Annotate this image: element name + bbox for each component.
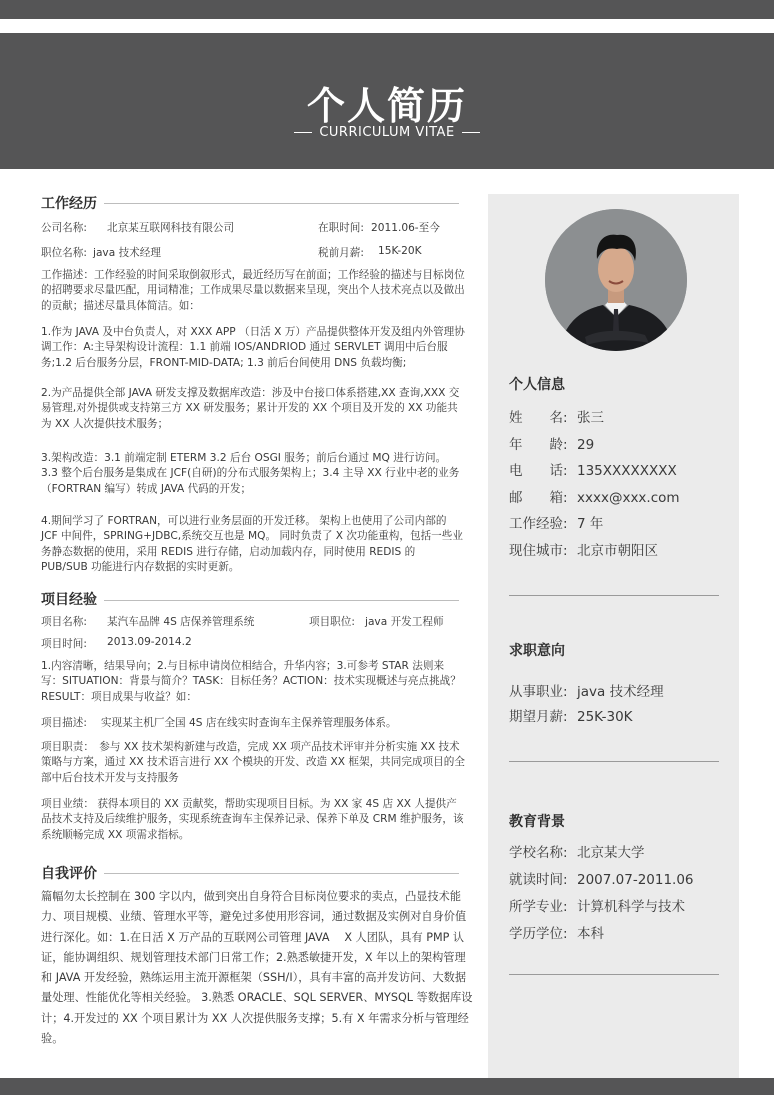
info-experience-value: 7 年 bbox=[577, 516, 604, 532]
intent-salary bbox=[509, 705, 633, 725]
info-name-value: 张三 bbox=[577, 410, 604, 426]
self-heading: 自我评价 bbox=[41, 866, 97, 882]
edu-school-label: 学校名称: bbox=[509, 845, 568, 861]
info-experience-label: 工作经验: bbox=[509, 516, 568, 532]
company-value: 北京某互联网科技有限公司 bbox=[107, 222, 235, 234]
info-age-label: 年 龄: bbox=[509, 437, 568, 453]
edu-school bbox=[509, 841, 645, 861]
edu-major bbox=[509, 895, 685, 915]
edu-major-value: 计算机科学与技术 bbox=[577, 899, 685, 915]
intent-job bbox=[509, 680, 664, 700]
project-result: 项目业绩： 获得本项目的 XX 贡献奖，帮助实现项目目标。为 XX 家 4S 店 XX 人提供产品技术支持及后续维护服务，实现系统查询车主保养记录、保养下单及 CRM 维护服务，该系统顺畅完成 XX 项需求指标。 bbox=[41, 798, 464, 841]
position-label: 职位名称: bbox=[41, 247, 87, 259]
info-age-value: 29 bbox=[577, 437, 595, 453]
edu-heading: 教育背景 bbox=[509, 814, 565, 830]
intent-job-label: 从事职业: bbox=[509, 684, 568, 700]
project-description: 项目描述: 实现某主机厂全国 4S 店在线实时查询车主保养管理服务体系。 bbox=[41, 717, 397, 729]
period-label: 在职时间: bbox=[318, 222, 364, 234]
project-heading: 项目经验 bbox=[41, 592, 97, 608]
edu-divider bbox=[509, 974, 719, 975]
project-time-value: 2013.09-2014.2 bbox=[107, 636, 192, 648]
edu-degree-value: 本科 bbox=[577, 926, 604, 942]
project-role-label: 项目职位: bbox=[309, 616, 355, 628]
project-duty: 项目职责： 参与 XX 技术架构新建与改造，完成 XX 项产品技术评审并分析实施 XX 技术策略与方案，通过 XX 技术语言进行 XX 个模块的开发、改造 XX 框架，共同完成项目的全部中后台技术开发与支持服务 bbox=[41, 741, 465, 784]
work-divider bbox=[104, 203, 459, 204]
bottom-bar bbox=[0, 1078, 774, 1095]
info-name bbox=[509, 406, 604, 426]
edu-degree-label: 学历学位: bbox=[509, 926, 568, 942]
info-divider bbox=[509, 595, 719, 596]
top-bar bbox=[0, 0, 774, 19]
work-item-3: 3.架构改造：3.1 前端定制 ETERM 3.2 后台 OSGI 服务；前后台通过 MQ 进行访问。 3.3 整个后台服务是集成在 JCF(自研)的分布式服务架构上；3.4 主导 XX 行业中老的业务（FORTRAN 编写）转成 JAVA 代码的开发； bbox=[41, 452, 460, 495]
position-value: java 技术经理 bbox=[93, 247, 161, 259]
project-divider bbox=[104, 600, 459, 601]
edu-major-label: 所学专业: bbox=[509, 899, 568, 915]
edu-period-label: 就读时间: bbox=[509, 872, 568, 888]
project-role-value: java 开发工程师 bbox=[365, 616, 444, 628]
work-heading: 工作经历 bbox=[41, 196, 97, 212]
intent-job-value: java 技术经理 bbox=[577, 684, 664, 700]
project-intro: 1.内容清晰，结果导向；2.与目标申请岗位相结合，升华内容；3.可参考 STAR 法则来写：SITUATION：背景与简介？TASK：目标任务？ACTION：技术实现概述与亮点挑战？RESULT：项目成果与收益？如： bbox=[41, 660, 461, 703]
subtitle-text: CURRICULUM VITAE bbox=[319, 125, 455, 140]
edu-degree bbox=[509, 922, 604, 942]
self-divider bbox=[104, 873, 459, 874]
sidebar bbox=[488, 194, 739, 1078]
info-name-label: 姓 名: bbox=[509, 410, 568, 426]
info-email-value: xxxx@xxx.com bbox=[577, 490, 680, 506]
edu-period-value: 2007.07-2011.06 bbox=[577, 872, 694, 888]
salary-label: 税前月薪: bbox=[318, 247, 364, 259]
edu-school-value: 北京某大学 bbox=[577, 845, 645, 861]
info-city-label: 现住城市: bbox=[509, 543, 568, 559]
info-email-label: 邮 箱: bbox=[509, 490, 568, 506]
work-description: 工作描述：工作经验的时间采取倒叙形式，最近经历写在前面；工作经验的描述与目标岗位的招聘要求尽量匹配，用词精准；工作成果尽量以数据来呈现，突出个人技术亮点以及做出的贡献；描述尽量具体简洁。如： bbox=[41, 269, 465, 312]
info-email bbox=[509, 486, 680, 506]
info-phone-value: 135XXXXXXXX bbox=[577, 463, 677, 479]
info-age bbox=[509, 433, 594, 453]
intent-salary-value: 25K-30K bbox=[577, 709, 633, 725]
info-city bbox=[509, 539, 658, 559]
page-subtitle bbox=[0, 125, 774, 140]
info-phone-label: 电 话: bbox=[509, 463, 568, 479]
info-experience bbox=[509, 512, 603, 532]
project-name-value: 某汽车品牌 4S 店保养管理系统 bbox=[107, 616, 255, 628]
work-item-2: 2.为产品提供全部 JAVA 研发支撑及数据库改造：涉及中台接口体系搭建,XX 查询,XXX 交易管理,对外提供或支持第三方 XX 研发服务；累计开发的 XX 个项目及开发的 XX 功能共为 XX 人次提供技术服务； bbox=[41, 387, 460, 430]
avatar-photo-icon bbox=[545, 209, 687, 351]
intent-heading: 求职意向 bbox=[509, 643, 565, 659]
edu-period bbox=[509, 868, 694, 888]
info-heading: 个人信息 bbox=[509, 377, 565, 393]
header-banner bbox=[0, 33, 774, 169]
project-name-label: 项目名称: bbox=[41, 616, 87, 628]
intent-divider bbox=[509, 761, 719, 762]
salary-value: 15K-20K bbox=[378, 245, 422, 257]
self-evaluation-text: 篇幅勿太长控制在 300 字以内，做到突出自身符合目标岗位要求的卖点，凸显技术能力、项目规模、业绩、管理水平等，避免过多使用形容词，通过数据及实例对自身价值进行深化。如：1.在日活 X 万产品的互联网公司管理 JAVA X 人团队，具有 PMP 认证，能协调组织、规划管理技术部门日常工作；2.熟悉敏捷开发，X 年以上的架构管理和 JAVA 开发经验，熟练运用主流开源框架（SSH/I），具有丰富的高并发访问、大数据量处理、性能优化等相关经验。 3.熟悉 ORACLE、SQL SERVER、MYSQL 等数据库设计；4.开发过的 XX 个项目累计为 XX 人次提供服务支撑；5.有 X 年需求分析与管理经验。 bbox=[41, 890, 473, 1046]
work-item-4: 4.期间学习了 FORTRAN，可以进行业务层面的开发迁移。 架构上也使用了公司内部的 JCF 中间件，SPRING+JDBC,系统交互也是 MQ。 同时负责了 X 次功能重构，包括一些业务静态数据的使用，采用 REDIS 进行存储，启动加载内存，同时使用 REDIS 的 PUB/SUB 功能进行内存数据的实时更新。 bbox=[41, 515, 463, 573]
work-item-1: 1.作为 JAVA 及中台负责人，对 XXX APP （日活 X 万）产品提供整体开发及组内外管理协调工作：A:主导架构设计流程：1.1 前端 IOS/ANDRIOD 通过 SERVLET 调用中后台服务;1.2 后台服务分层，FRONT-MID-DATA; 1.3 前后台间使用 DNS 负载均衡; bbox=[41, 326, 465, 369]
intent-salary-label: 期望月薪: bbox=[509, 709, 568, 725]
period-value: 2011.06-至今 bbox=[371, 222, 440, 234]
page-title: 个人简历 bbox=[306, 84, 467, 128]
info-phone bbox=[509, 459, 677, 479]
company-label: 公司名称: bbox=[41, 222, 87, 234]
avatar bbox=[545, 209, 687, 351]
project-time-label: 项目时间: bbox=[41, 638, 87, 650]
info-city-value: 北京市朝阳区 bbox=[577, 543, 658, 559]
